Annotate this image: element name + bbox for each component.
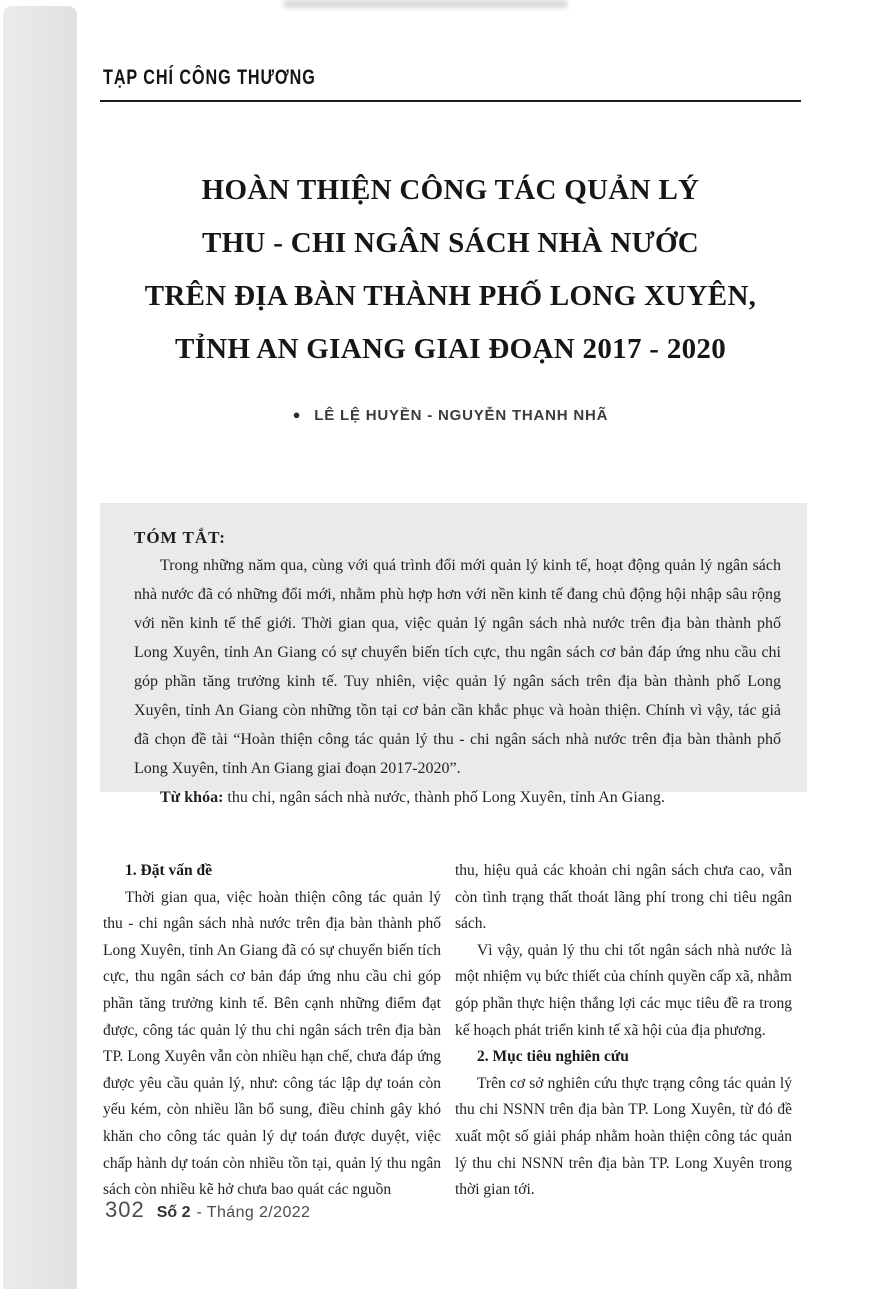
section-2-heading: 2. Mục tiêu nghiên cứu: [477, 1048, 629, 1066]
journal-masthead: [103, 65, 803, 90]
keywords-text: thu chi, ngân sách nhà nước, thành phố Long Xuyên, tỉnh An Giang.: [223, 789, 665, 806]
abstract-box: [100, 503, 807, 806]
abstract-heading: TÓM TẮT:: [134, 528, 226, 547]
abstract-body: Trong những năm qua, cùng với quá trình đổi mới quản lý kinh tế, hoạt động quản lý ngân sách nhà nước đã có những đổi mới, nhằm phù hợp hơn với nền kinh tế đang chủ động hội nhập sâu rộng với nền kinh tế thế giới. Thời gian qua, việc quản lý ngân sách nhà nước trên địa bàn thành phố Long Xuyên, tỉnh An Giang có sự chuyển biến tích cực, thu ngân sách cơ bản đáp ứng nhu cầu chi góp phần tăng trưởng kinh tế. Tuy nhiên, việc quản lý ngân sách trên địa bàn thành phố Long Xuyên, tỉnh An Giang còn những tồn tại cơ bản cần khắc phục và hoàn thiện. Chính vì vậy, tác giả đã chọn đề tài “Hoàn thiện công tác quản lý thu - chi ngân sách nhà nước trên địa bàn thành phố Long Xuyên, tỉnh An Giang giai đoạn 2017-2020”.: [134, 557, 781, 777]
article-title-line-2: THU - CHI NGÂN SÁCH NHÀ NƯỚC: [201, 227, 700, 259]
journal-name: TẠP CHÍ CÔNG THƯƠNG: [103, 65, 316, 89]
author-names: LÊ LỆ HUYỀN - NGUYỄN THANH NHÃ: [314, 407, 609, 424]
abstract-keywords: [134, 783, 781, 812]
page-edge-shadow: [3, 6, 77, 1289]
body-left-column: [103, 858, 441, 1204]
article-title-line-4: TỈNH AN GIANG GIAI ĐOẠN 2017 - 2020: [174, 333, 727, 365]
masthead-rule: [100, 100, 801, 102]
page-footer: [105, 1197, 310, 1223]
article-title-line-1: HOÀN THIỆN CÔNG TÁC QUẢN LÝ: [201, 174, 700, 206]
page-number: 302: [105, 1197, 145, 1222]
keywords-label: Từ khóa:: [160, 789, 224, 806]
bullet-icon: ●: [292, 407, 302, 422]
authors-line: [88, 407, 813, 424]
section-1-heading: 1. Đặt vấn đề: [125, 862, 212, 879]
body-right-column: [455, 858, 792, 1204]
scan-smudge: [283, 0, 568, 8]
section-2-paragraph: Trên cơ sở nghiên cứu thực trạng công tác quản lý thu chi NSNN trên địa bàn TP. Long Xuyên, từ đó đề xuất một số giải pháp nhằm hoàn thiện công tác quản lý thu chi NSNN trên địa bàn TP. Long Xuyên trong thời gian tới.: [455, 1074, 792, 1199]
article-title: [88, 164, 813, 376]
section-1-paragraph: Thời gian qua, việc hoàn thiện công tác quản lý thu - chi ngân sách nhà nước trên địa bàn thành phố Long Xuyên, tỉnh An Giang đã có sự chuyển biến tích cực, thu ngân sách cơ bản đáp ứng nhu cầu chi góp phần tăng trưởng kinh tế. Bên cạnh những điểm đạt được, công tác quản lý thu chi ngân sách trên địa bàn TP. Long Xuyên vẫn còn nhiều hạn chế, chưa đáp ứng được yêu cầu quản lý, như: công tác lập dự toán còn yếu kém, còn nhiều lần bổ sung, điều chỉnh gây khó khăn cho công tác quản lý dự toán được duyệt, việc chấp hành dự toán còn nhiều tồn tại, quản lý thu ngân sách còn nhiều kẽ hở chưa bao quát các nguồn: [103, 888, 441, 1199]
article-title-line-3: TRÊN ĐỊA BÀN THÀNH PHỐ LONG XUYÊN,: [144, 280, 757, 312]
section-1-paragraph-2: Vì vậy, quản lý thu chi tốt ngân sách nhà nước là một nhiệm vụ bức thiết của chính quyền cấp xã, nhằm góp phần thực hiện thắng lợi các mục tiêu đề ra trong kế hoạch phát triển kinh tế xã hội của địa phương.: [455, 941, 792, 1039]
issue-number: Số 2: [156, 1204, 191, 1221]
issue-date: - Tháng 2/2022: [196, 1204, 311, 1221]
section-1-paragraph-continuation: thu, hiệu quả các khoản chi ngân sách chưa cao, vẫn còn tình trạng thất thoát lãng phí trong chi tiêu ngân sách.: [455, 862, 792, 933]
